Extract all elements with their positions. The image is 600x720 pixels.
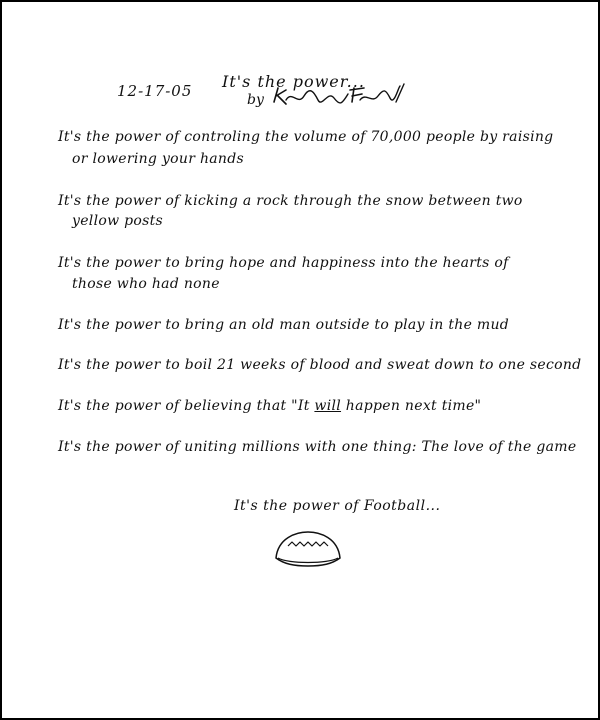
verse-6 [58,395,548,417]
verse-6-end: happen next time" [341,398,482,414]
poem-title: It's the power... [222,72,365,91]
byline-label: by [247,92,264,108]
verse-4: It's the power to bring an old man outside to play in the mud [58,317,510,333]
verse-2-line-2: yellow posts [72,213,163,229]
verse-7: It's the power of uniting millions with one thing: The love of the game [58,439,577,455]
date: 12-17-05 [117,82,193,100]
verse-1-line-2: or lowering your hands [72,151,244,167]
signature-icon [272,82,407,112]
closing-line: It's the power of Football... [234,498,441,514]
verse-1-line-1: It's the power of controling the volume of 70,000 people by raising [58,129,554,145]
verse-3-line-2: those who had none [72,276,220,292]
verse-6-emphasis: will [314,398,342,414]
verse-6-start: It's the power of believing that "It [58,398,315,414]
verse-3-line-1: It's the power to bring hope and happiness into the hearts of [58,255,509,271]
verse-2-line-1: It's the power of kicking a rock through the snow between two [58,193,523,209]
football-icon [272,528,344,574]
verse-5: It's the power to boil 21 weeks of blood and sweat down to one second [58,357,582,373]
